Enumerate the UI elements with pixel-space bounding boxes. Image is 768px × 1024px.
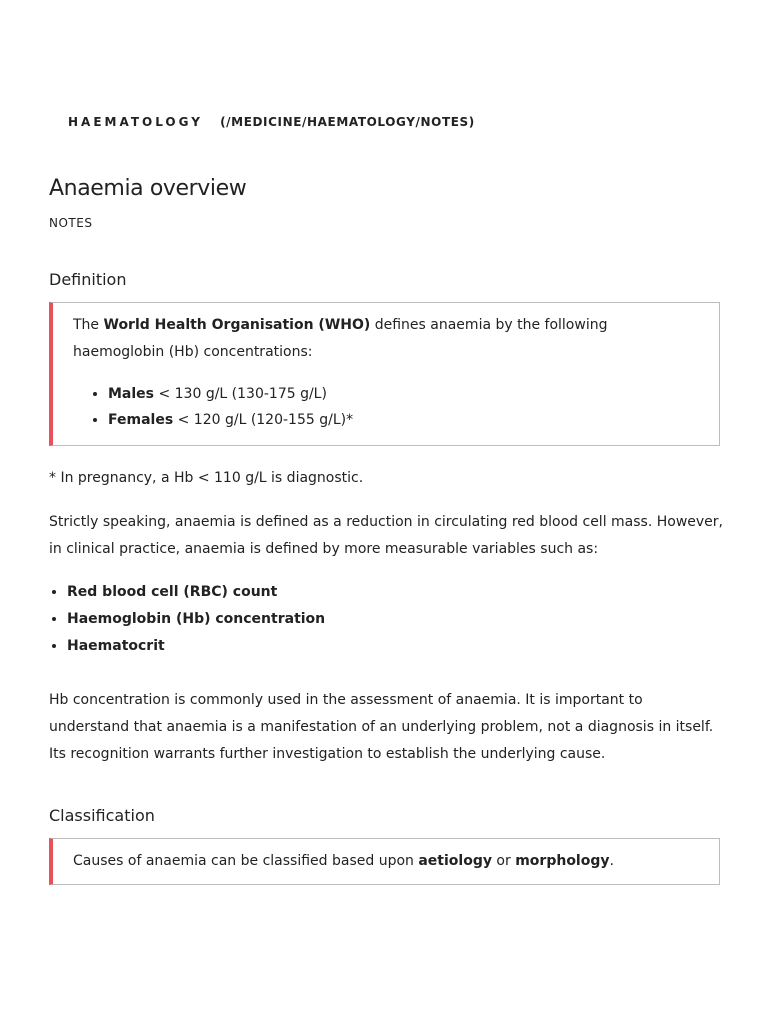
classification-prefix: Causes of anaemia can be classified based upon [73, 853, 419, 869]
males-threshold: < 130 g/L (130-175 g/L) [154, 386, 327, 402]
females-label: Females [108, 412, 174, 428]
definition-heading: Definition [49, 270, 127, 289]
list-item [108, 381, 699, 407]
closing-paragraph: Hb concentration is commonly used in the assessment of anaemia. It is important to understand that anaemia is a manifestation of an underlying problem, not a diagnosis in itself. Its recognition warrants further investigation to establish the underlying cause. [49, 692, 714, 762]
page-subtitle: NOTES [49, 216, 93, 230]
classification-heading: Classification [49, 806, 155, 825]
list-item: • Red blood cell (RBC) count [67, 579, 325, 606]
definition-paragraph: Strictly speaking, anaemia is defined as a reduction in circulating red blood cell mass. However, in clinical practice, anaemia is defined by more measurable variables such as: [49, 514, 724, 557]
breadcrumb-section-link[interactable]: HAEMATOLOGY [68, 115, 203, 129]
variables-list [49, 579, 325, 660]
definition-callout [49, 302, 720, 446]
intro-suffix: defines anaemia by the following haemoglobin (Hb) concentrations: [73, 317, 608, 360]
classification-middle: or [491, 853, 516, 869]
classification-suffix: . [609, 853, 614, 869]
females-threshold: < 120 g/L (120-155 g/L)* [173, 412, 354, 428]
hb-threshold-list [73, 381, 699, 433]
pregnancy-note: * In pregnancy, a Hb < 110 g/L is diagnostic. [49, 470, 364, 486]
classification-callout [49, 838, 720, 885]
who-label: World Health Organisation (WHO) [103, 317, 371, 333]
aetiology-label: aetiology [418, 853, 492, 869]
list-item: • Haemoglobin (Hb) concentration [67, 606, 325, 633]
definition-callout-intro [73, 312, 699, 366]
males-label: Males [108, 386, 155, 402]
page-title: Anaemia overview [49, 176, 247, 201]
list-item [108, 407, 699, 433]
list-item: • Haematocrit [67, 633, 325, 660]
classification-callout-text [73, 848, 699, 875]
intro-prefix: The [73, 317, 104, 333]
breadcrumb [68, 115, 475, 129]
morphology-label: morphology [515, 853, 610, 869]
breadcrumb-path-link[interactable]: (/MEDICINE/HAEMATOLOGY/NOTES) [220, 115, 475, 129]
